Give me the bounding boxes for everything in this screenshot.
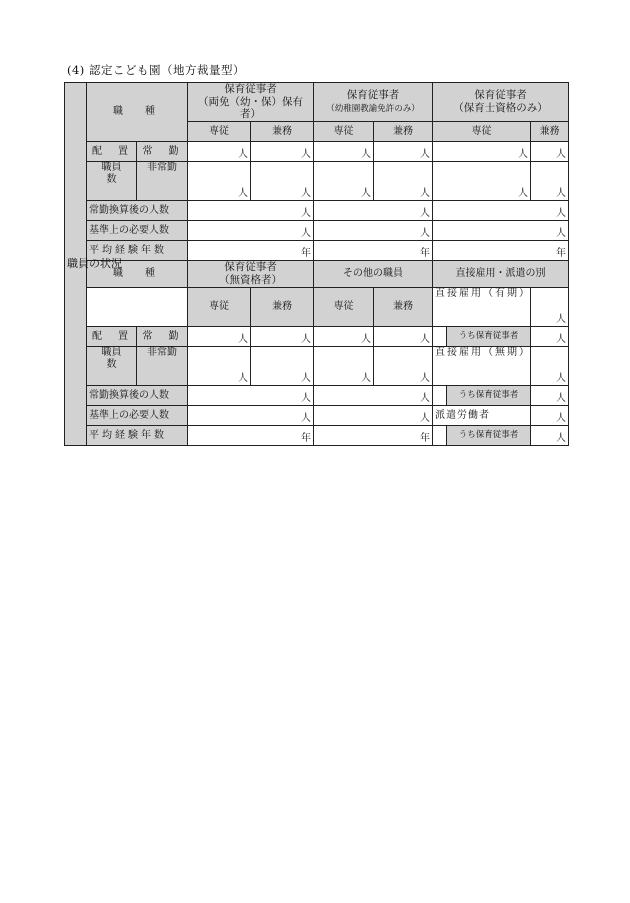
input-cell[interactable]: 人 — [314, 347, 374, 386]
col-fulltime: 専従 — [188, 288, 251, 327]
input-cell[interactable]: 年 — [314, 426, 433, 446]
input-cell[interactable]: 人 — [188, 142, 251, 162]
input-cell[interactable]: 人 — [531, 327, 569, 347]
input-cell[interactable]: 人 — [314, 406, 433, 426]
indent-cell — [433, 327, 447, 347]
col-fulltime: 専従 — [314, 122, 374, 142]
of-which-label: うち保育従事者 — [447, 426, 531, 446]
input-cell[interactable]: 人 — [531, 406, 569, 426]
nonregular-label: 非常勤 — [137, 162, 188, 201]
converted-label: 常勤換算後の人数 — [87, 386, 188, 406]
input-cell[interactable]: 人 — [531, 162, 569, 201]
col-parttime: 兼務 — [531, 122, 569, 142]
of-which-label: うち保育従事者 — [447, 327, 531, 347]
side-label: 職員の状況 — [65, 83, 87, 446]
input-cell[interactable]: 人 — [188, 386, 314, 406]
nonregular-label: 非常勤 — [137, 347, 188, 386]
input-cell[interactable]: 人 — [188, 201, 314, 221]
input-cell[interactable]: 人 — [188, 406, 314, 426]
header-dual-license: 保育従事者 （両免（幼・保）保有 者） — [188, 83, 314, 122]
input-cell[interactable]: 人 — [433, 162, 531, 201]
avg-years-label: 平均経験年数 — [87, 426, 188, 446]
regular-label: 常 勤 — [137, 327, 188, 347]
input-cell[interactable]: 人 — [251, 347, 314, 386]
indent-cell — [433, 386, 447, 406]
input-cell[interactable]: 人 — [531, 288, 569, 327]
staff-count-label: 職員 数 — [87, 347, 137, 386]
input-cell[interactable]: 人 — [314, 221, 433, 241]
direct-fixed-label: 直接雇用（有期） — [433, 288, 531, 327]
input-cell[interactable]: 人 — [314, 201, 433, 221]
of-which-label: うち保育従事者 — [447, 386, 531, 406]
input-cell[interactable]: 人 — [314, 327, 374, 347]
input-cell[interactable]: 人 — [314, 162, 374, 201]
header-childcare-license: 保育従事者 （保育士資格のみ） — [433, 83, 569, 122]
input-cell[interactable]: 人 — [433, 142, 531, 162]
input-cell[interactable]: 人 — [188, 162, 251, 201]
input-cell[interactable]: 人 — [251, 327, 314, 347]
col-parttime: 兼務 — [374, 122, 433, 142]
direct-permanent-label: 直接雇用（無期） — [433, 347, 531, 386]
input-cell[interactable]: 年 — [188, 241, 314, 261]
job-type-label: 職 種 — [87, 261, 188, 288]
input-cell[interactable]: 人 — [374, 142, 433, 162]
input-cell[interactable]: 人 — [531, 386, 569, 406]
input-cell[interactable]: 人 — [188, 221, 314, 241]
input-cell[interactable]: 人 — [251, 142, 314, 162]
required-label: 基準上の必要人数 — [87, 221, 188, 241]
input-cell[interactable]: 人 — [314, 142, 374, 162]
input-cell[interactable]: 人 — [433, 221, 569, 241]
col-fulltime: 専従 — [314, 288, 374, 327]
input-cell[interactable]: 人 — [251, 162, 314, 201]
input-cell[interactable]: 人 — [531, 426, 569, 446]
col-parttime: 兼務 — [251, 122, 314, 142]
header-kindergarten-license: 保育従事者 （幼稚園教諭免許のみ） — [314, 83, 433, 122]
indent-cell — [433, 426, 447, 446]
section-title: (4) 認定こども園（地方裁量型） — [67, 63, 245, 77]
input-cell[interactable]: 年 — [314, 241, 433, 261]
required-label: 基準上の必要人数 — [87, 406, 188, 426]
input-cell[interactable]: 人 — [531, 347, 569, 386]
regular-label: 常 勤 — [137, 142, 188, 162]
placement-label: 配 置 — [87, 327, 137, 347]
input-cell[interactable]: 人 — [374, 162, 433, 201]
input-cell[interactable]: 年 — [188, 426, 314, 446]
converted-label: 常勤換算後の人数 — [87, 201, 188, 221]
col-fulltime: 専従 — [188, 122, 251, 142]
dispatch-label: 派遣労働者 — [433, 406, 531, 426]
col-fulltime: 専従 — [433, 122, 531, 142]
input-cell[interactable]: 人 — [188, 347, 251, 386]
input-cell[interactable]: 年 — [433, 241, 569, 261]
header-unqualified: 保育従事者 （無資格者） — [188, 261, 314, 288]
col-parttime: 兼務 — [374, 288, 433, 327]
col-parttime: 兼務 — [251, 288, 314, 327]
staff-status-table — [64, 82, 569, 446]
header-employment-type: 直接雇用・派遣の別 — [433, 261, 569, 288]
input-cell[interactable]: 人 — [374, 327, 433, 347]
header-other-staff: その他の職員 — [314, 261, 433, 288]
input-cell[interactable]: 人 — [433, 201, 569, 221]
input-cell[interactable]: 人 — [314, 386, 433, 406]
job-type-label: 職 種 — [87, 83, 188, 142]
input-cell[interactable]: 人 — [374, 347, 433, 386]
input-cell[interactable]: 人 — [188, 327, 251, 347]
staff-count-label: 職員 数 — [87, 162, 137, 201]
avg-years-label: 平均経験年数 — [87, 241, 188, 261]
input-cell[interactable]: 人 — [531, 142, 569, 162]
placement-label: 配 置 — [87, 142, 137, 162]
